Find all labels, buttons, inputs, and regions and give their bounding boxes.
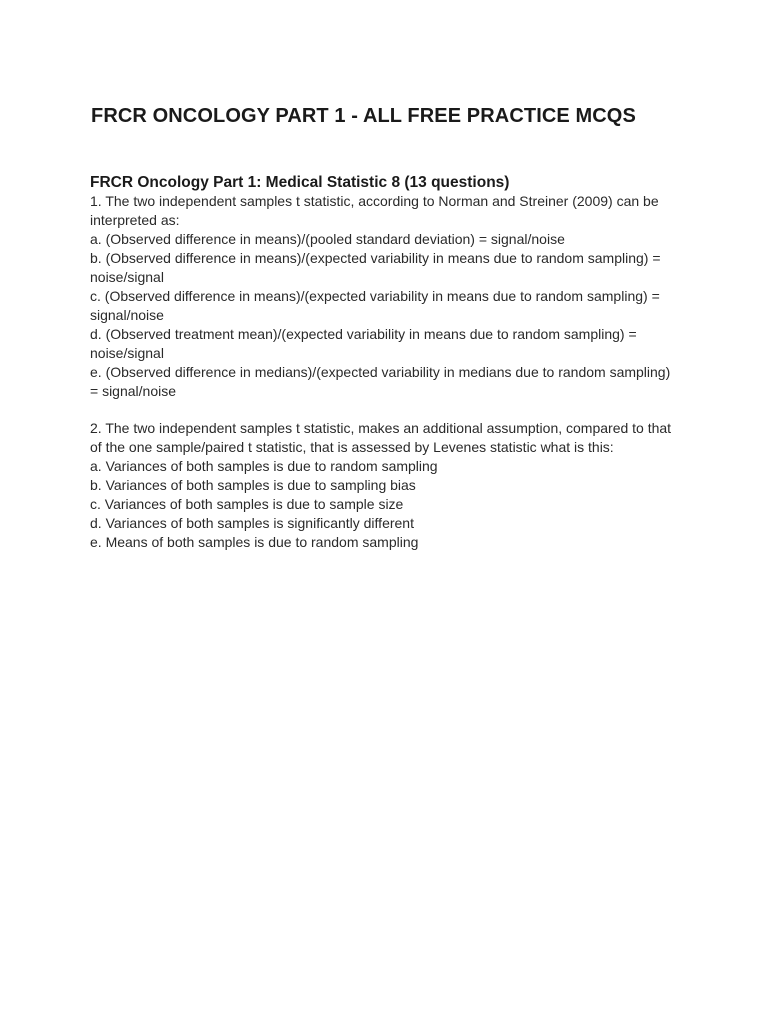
option-c: c. (Observed difference in means)/(expected variability in means due to random sampling) = signal/noise (90, 288, 660, 323)
question-1 (90, 192, 680, 401)
option-c: c. Variances of both samples is due to sample size (90, 496, 404, 512)
option-a: a. Variances of both samples is due to random sampling (90, 458, 438, 474)
option-d: d. Variances of both samples is significantly different (90, 515, 414, 531)
option-e: e. Means of both samples is due to random sampling (90, 534, 419, 550)
question-spacer (90, 401, 680, 419)
option-e: e. (Observed difference in medians)/(expected variability in medians due to random sampling) = signal/noise (90, 364, 671, 399)
option-b: b. Variances of both samples is due to sampling bias (90, 477, 416, 493)
section-heading: FRCR Oncology Part 1: Medical Statistic 8 (13 questions) (90, 174, 510, 191)
option-d: d. (Observed treatment mean)/(expected variability in means due to random sampling) = noise/signal (90, 326, 637, 361)
option-a: a. (Observed difference in means)/(pooled standard deviation) = signal/noise (90, 231, 565, 247)
document-content (90, 173, 680, 552)
question-stem: 1. The two independent samples t statistic, according to Norman and Streiner (2009) can be interpreted as: (90, 193, 659, 228)
question-stem: 2. The two independent samples t statistic, makes an additional assumption, compared to that of the one sample/paired t statistic, that is assessed by Levenes statistic what is this: (90, 420, 672, 455)
question-2 (90, 419, 680, 552)
document-title: FRCR ONCOLOGY PART 1 - ALL FREE PRACTICE MCQS (91, 105, 636, 127)
option-b: b. (Observed difference in means)/(expected variability in means due to random sampling) = noise/signal (90, 250, 661, 285)
